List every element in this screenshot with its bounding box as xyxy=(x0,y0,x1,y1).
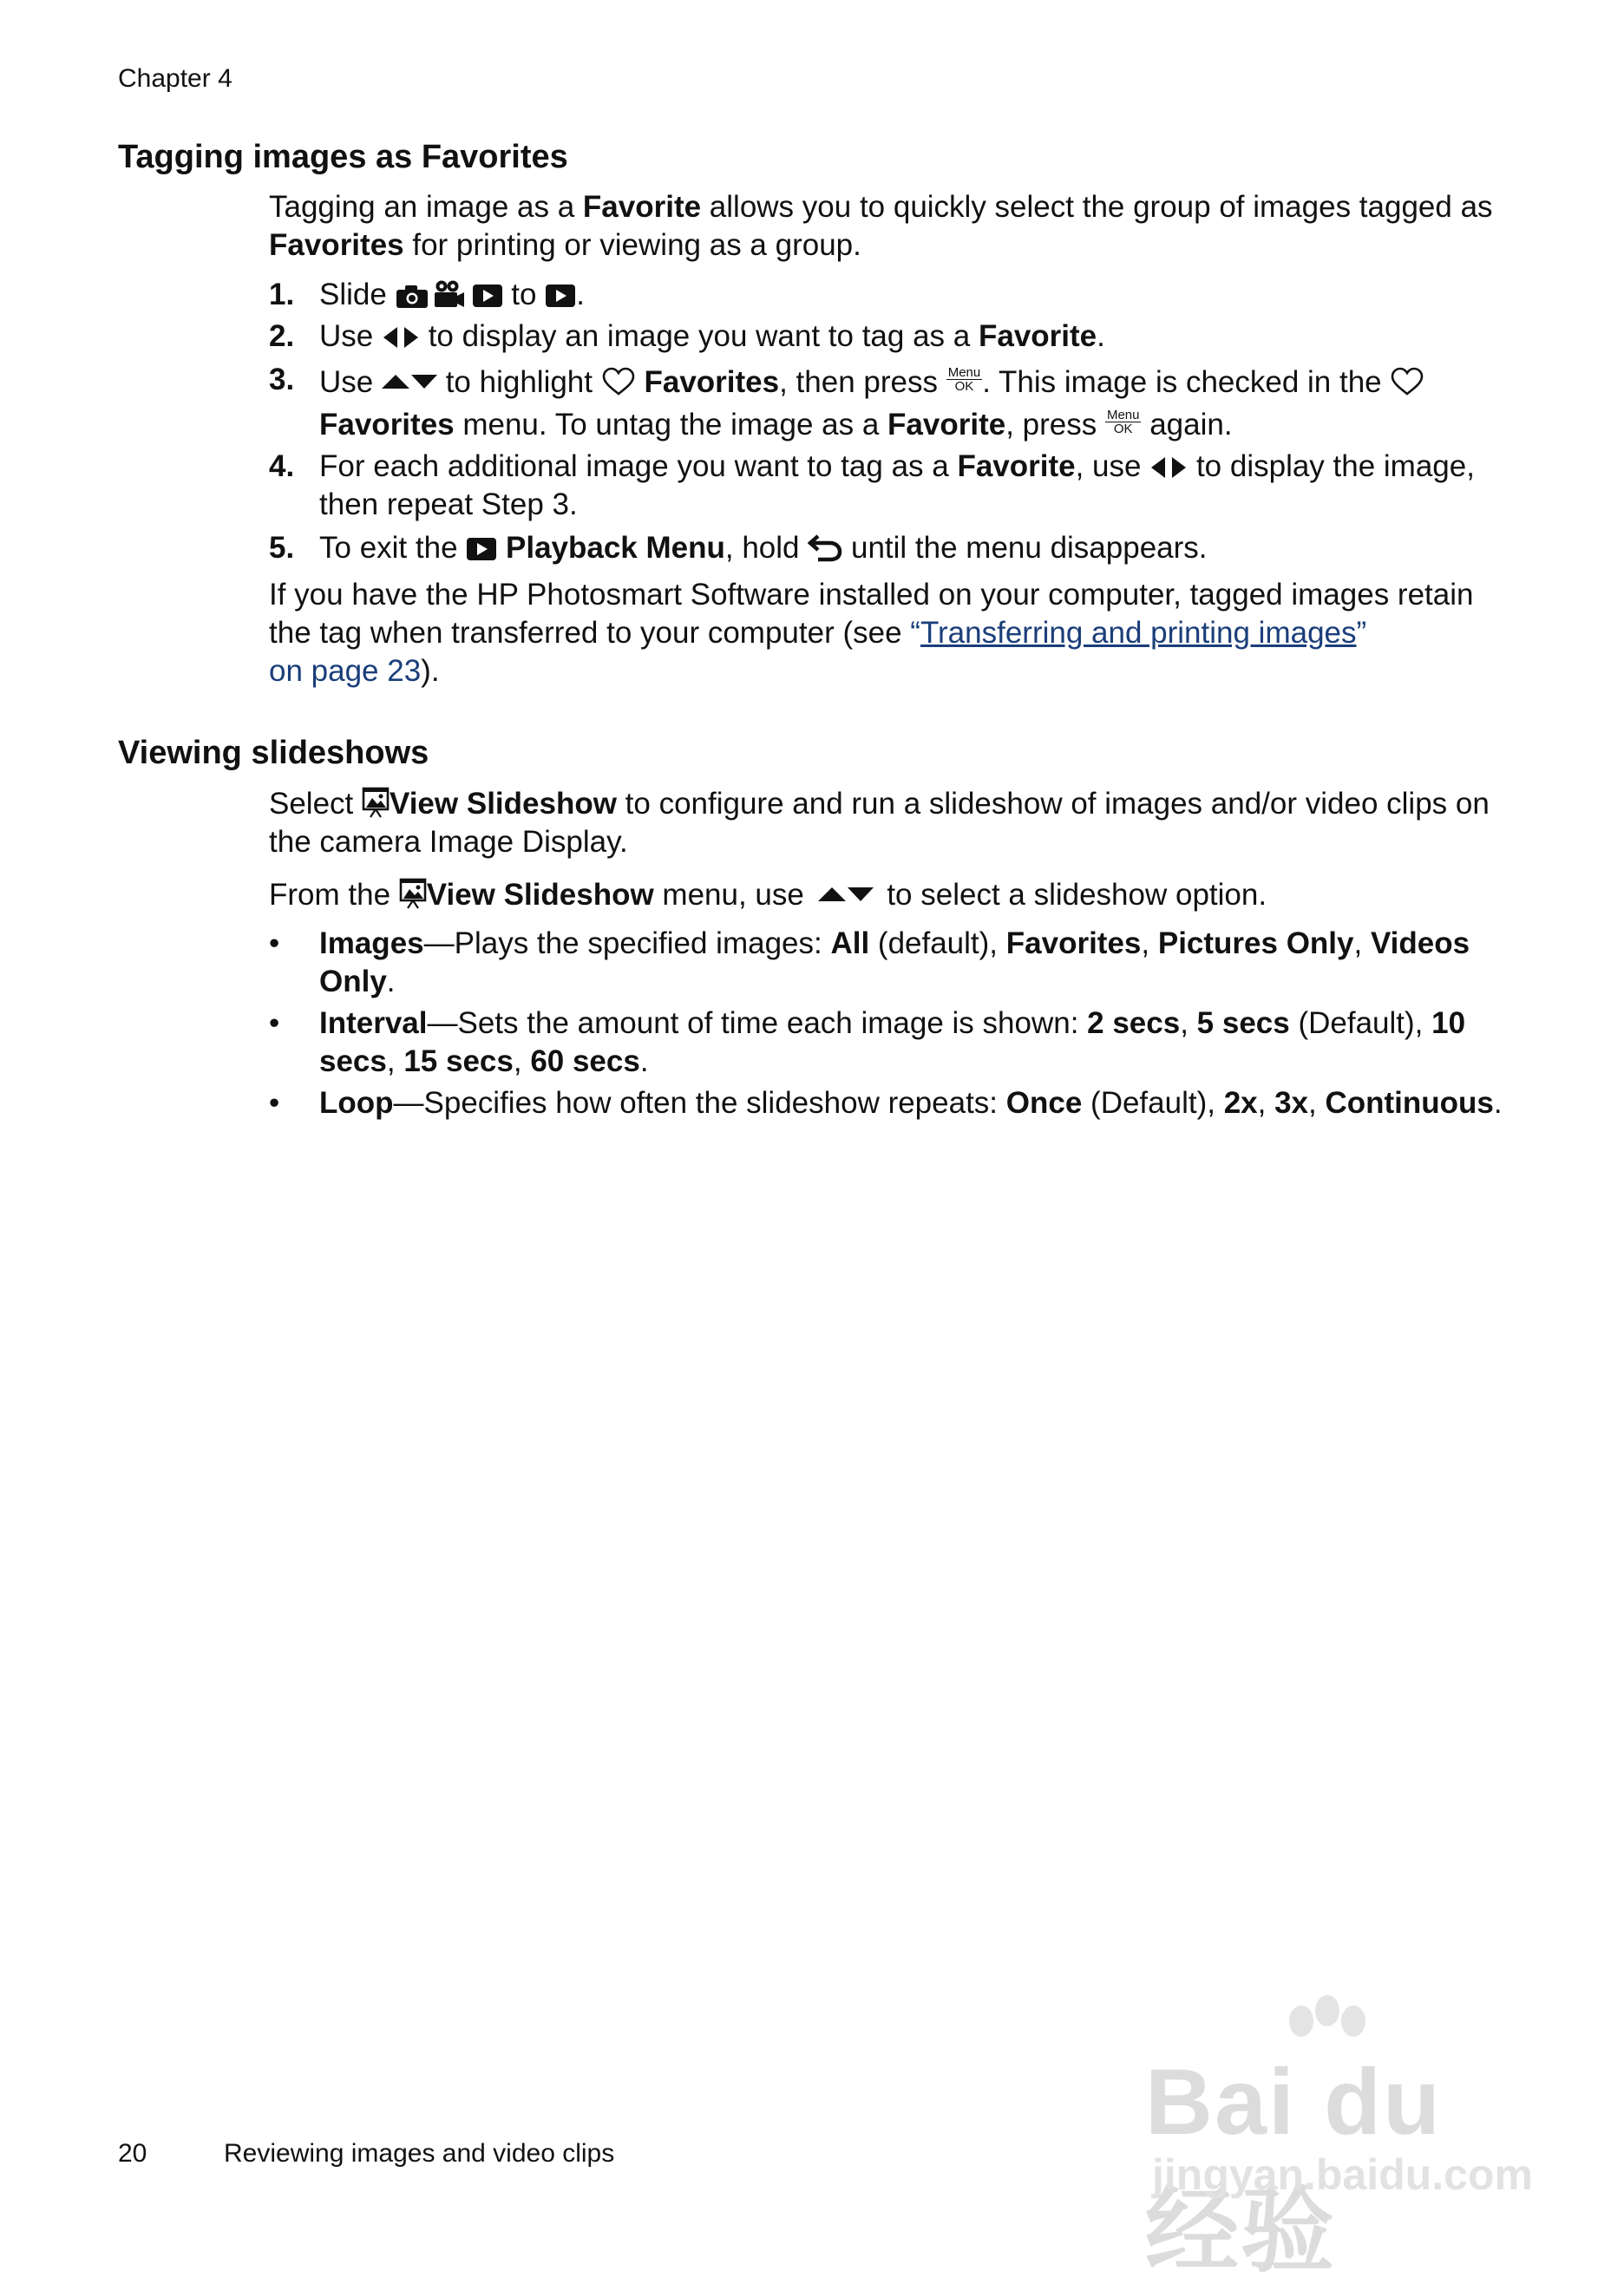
slideshow-p2: From the View Slideshow menu, use to select a slideshow option. xyxy=(269,878,1267,912)
menu-ok-top: Menu xyxy=(1106,408,1140,422)
playback-icon xyxy=(466,536,497,562)
section-title-tagging: Tagging images as Favorites xyxy=(118,139,568,175)
transferring-link[interactable]: “Transferring and printing images” on page 23 xyxy=(269,616,1367,688)
page-number: 20 xyxy=(118,2139,147,2168)
tagging-intro: Tagging an image as a Favorite allows you to quickly select the group of images tagged as Favorites for printing or viewing as a group. xyxy=(269,190,1493,262)
video-camera-icon xyxy=(432,279,465,309)
camera-icon xyxy=(396,283,429,309)
chapter-label: Chapter 4 xyxy=(118,64,232,93)
up-down-arrows-icon xyxy=(382,371,437,390)
watermark-brand: Bai du 经验 xyxy=(1145,2049,1443,2283)
playback-icon xyxy=(472,283,503,309)
playback-icon xyxy=(545,283,576,309)
slideshow-icon xyxy=(362,787,390,818)
heart-icon xyxy=(1390,367,1424,396)
menu-ok-button-icon xyxy=(1105,409,1142,435)
menu-ok-bottom: OK xyxy=(954,379,974,394)
back-arrow-icon xyxy=(808,533,842,562)
watermark-url: jingyan.baidu.com xyxy=(1152,2150,1533,2199)
tagging-outro: If you have the HP Photosmart Software installed on your computer, tagged images retain the tag when transferred to your computer (see “Transferring and printing images” on page 23). xyxy=(269,578,1474,688)
left-right-arrows-icon xyxy=(1149,455,1188,481)
menu-ok-bottom: OK xyxy=(1113,422,1133,436)
slideshow-p1: Select View Slideshow to configure and run a slideshow of images and/or video clips on the camera Image Display. xyxy=(269,787,1490,859)
slideshow-icon xyxy=(399,878,427,909)
left-right-arrows-icon xyxy=(382,324,420,350)
section-title-slideshows: Viewing slideshows xyxy=(118,735,429,771)
menu-ok-top: Menu xyxy=(947,365,981,380)
up-down-arrows-icon xyxy=(818,884,874,903)
menu-ok-button-icon xyxy=(946,366,983,393)
footer-title: Reviewing images and video clips xyxy=(224,2139,615,2168)
tagging-section-body xyxy=(269,188,1518,265)
heart-icon xyxy=(601,367,636,396)
baidu-watermark xyxy=(1145,1995,1553,2283)
